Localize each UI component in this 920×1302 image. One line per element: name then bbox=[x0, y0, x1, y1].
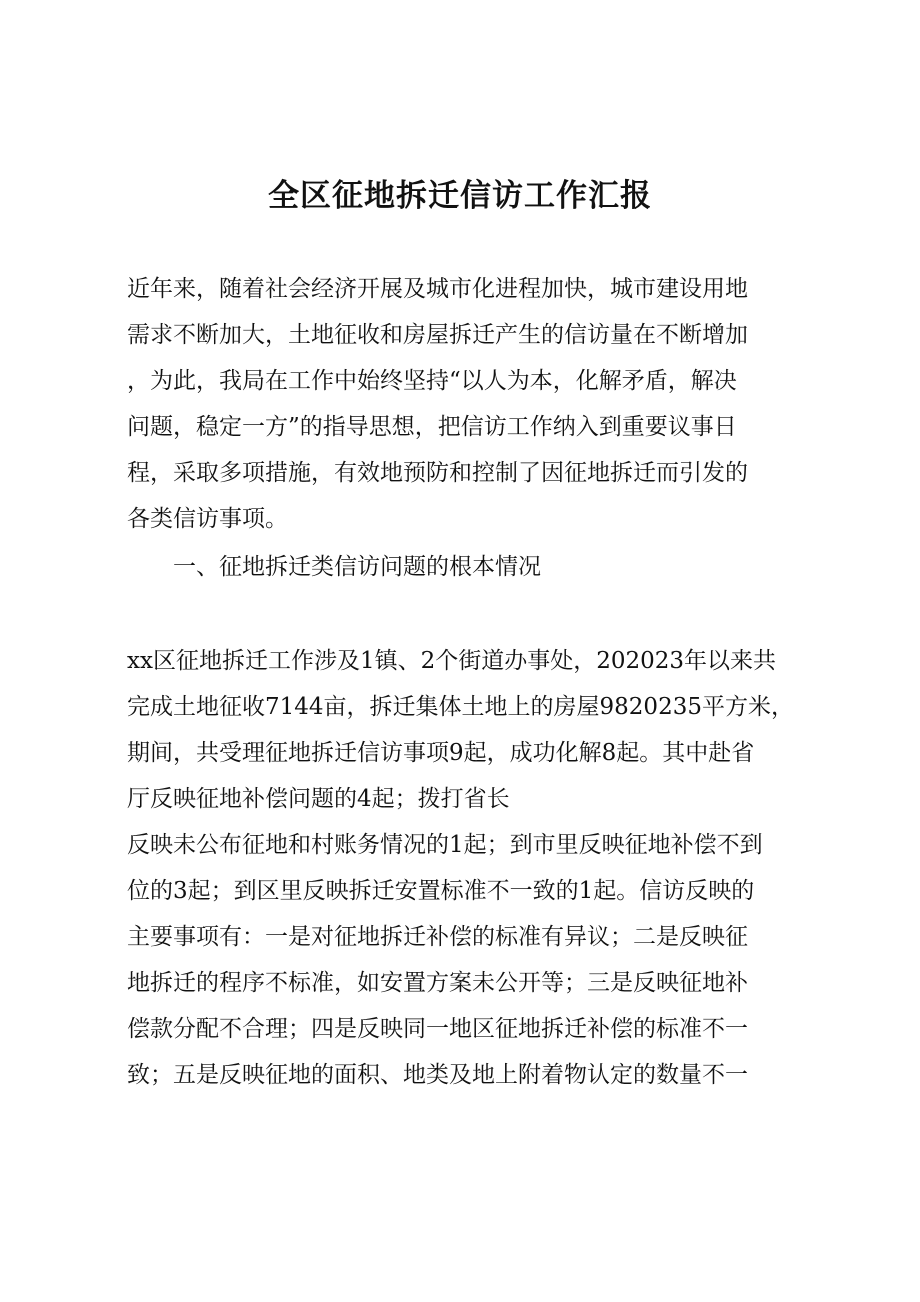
paragraph-3-line-3: 主要事项有：一是对征地拆迁补偿的标准有异议；二是反映征 bbox=[127, 924, 748, 950]
paragraph-2-line-1: xx区征地拆迁工作涉及1镇、2个街道办事处，202023年以来共 bbox=[127, 648, 777, 674]
paragraph-2-line-3: 期间，共受理征地拆迁信访事项9起，成功化解8起。其中赴省 bbox=[127, 740, 755, 766]
paragraph-1-line-5: 程，采取多项措施，有效地预防和控制了因征地拆迁而引发的 bbox=[127, 460, 748, 486]
section-heading: 一、征地拆迁类信访问题的根本情况 bbox=[173, 554, 541, 580]
paragraph-1-line-3: ，为此，我局在工作中始终坚持“以人为本，化解矛盾，解决 bbox=[127, 368, 737, 394]
paragraph-2-line-2: 完成土地征收7144亩，拆迁集体土地上的房屋9820235平方米， bbox=[127, 694, 794, 720]
paragraph-3-line-2: 位的3起；到区里反映拆迁安置标准不一致的1起。信访反映的 bbox=[127, 878, 755, 904]
paragraph-3-line-1: 反映未公布征地和村账务情况的1起；到市里反映征地补偿不到 bbox=[127, 832, 763, 858]
paragraph-1-line-6: 各类信访事项。 bbox=[127, 506, 288, 532]
paragraph-1-line-4: 问题，稳定一方”的指导思想，把信访工作纳入到重要议事日 bbox=[127, 414, 737, 440]
paragraph-3-line-6: 致；五是反映征地的面积、地类及地上附着物认定的数量不一 bbox=[127, 1062, 748, 1088]
paragraph-1-line-1: 近年来，随着社会经济开展及城市化进程加快，城市建设用地 bbox=[127, 276, 748, 302]
paragraph-3-line-4: 地拆迁的程序不标准，如安置方案未公开等；三是反映征地补 bbox=[127, 970, 748, 996]
paragraph-3-line-5: 偿款分配不合理；四是反映同一地区征地拆迁补偿的标准不一 bbox=[127, 1016, 748, 1042]
paragraph-1-line-2: 需求不断加大，土地征收和房屋拆迁产生的信访量在不断增加 bbox=[127, 322, 748, 348]
document-title: 全区征地拆迁信访工作汇报 bbox=[268, 178, 652, 214]
paragraph-2-line-4: 厅反映征地补偿问题的4起；拨打省长 bbox=[127, 786, 510, 812]
